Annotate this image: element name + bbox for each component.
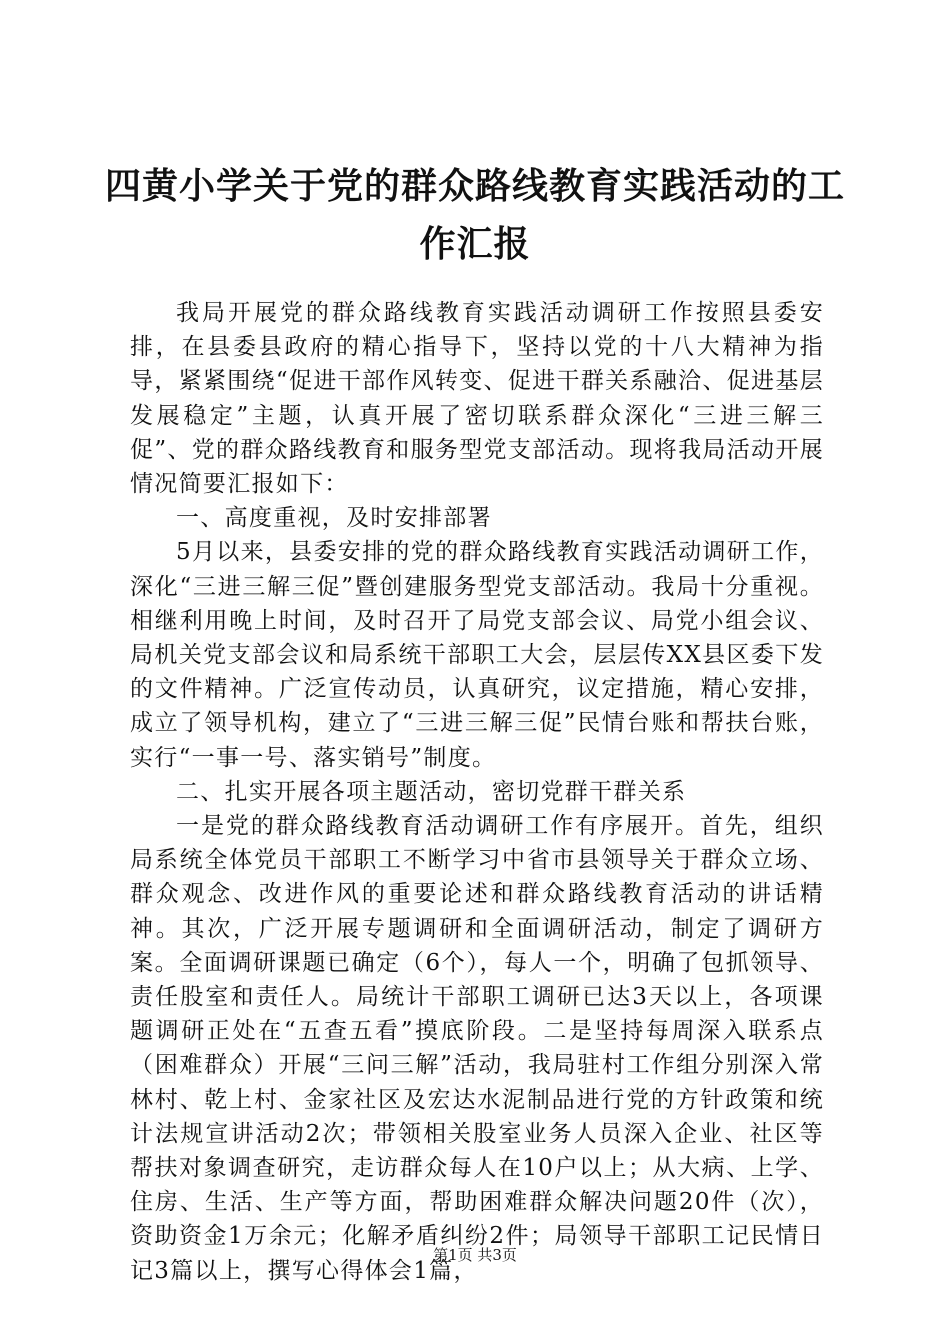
intro-paragraph: 我局开展党的群众路线教育实践活动调研工作按照县委安排，在县委县政府的精心指导下，坚持以党的十八大精神为指导，紧紧围绕“促进干部作风转变、促进干群关系融洽、促进基层发展稳定”主题，认真开展了密切联系群众深化“三进三解三促”、党的群众路线教育和服务型党支部活动。现将我局活动开展情况简要汇报如下：	[130, 300, 824, 498]
section-heading-1: 一、高度重视，及时安排部署	[176, 505, 492, 532]
document-title: 四黄小学关于党的群众路线教育实践活动的工作汇报	[104, 166, 845, 265]
section-2-paragraph: 一是党的群众路线教育活动调研工作有序展开。首先，组织局系统全体党员干部职工不断学习中省市县领导关于群众立场、群众观念、改进作风的重要论述和群众路线教育活动的讲话精神。其次，广泛开展专题调研和全面调研活动，制定了调研方案。全面调研课题已确定（6个），每人一个，明确了包抓领导、责任股室和责任人。局统计干部职工调研已达3天以上，各项课题调研正处在“五查五看”摸底阶段。二是坚持每周深入联系点（困难群众）开展“三问三解”活动，我局驻村工作组分别深入常林村、乾上村、金家社区及宏达水泥制品进行党的方针政策和统计法规宣讲活动2次；带领相关股室业务人员深入企业、社区等帮扶对象调查研究，走访群众每人在10户以上；从大病、上学、住房、生活、生产等方面，帮助困难群众解决问题20件（次），资助资金1万余元；化解矛盾纠纷2件；局领导干部职工记民情日记3篇以上，撰写心得体会1篇，	[130, 813, 824, 1284]
section-1-paragraph: 5月以来，县委安排的党的群众路线教育实践活动调研工作，深化“三进三解三促”暨创建服务型党支部活动。我局十分重视。相继利用晚上时间，及时召开了局党支部会议、局党小组会议、局机关党支部会议和局系统干部职工大会，层层传XX县区委下发的文件精神。广泛宣传动员，认真研究，议定措施，精心安排，成立了领导机构，建立了“三进三解三促”民情台账和帮扶台账，实行“一事一号、落实销号”制度。	[130, 539, 824, 771]
page-footer: 第1页 共3页	[433, 1246, 517, 1264]
section-heading-2: 二、扎实开展各项主题活动，密切党群干群关系	[176, 778, 687, 805]
document-body	[130, 296, 824, 1288]
